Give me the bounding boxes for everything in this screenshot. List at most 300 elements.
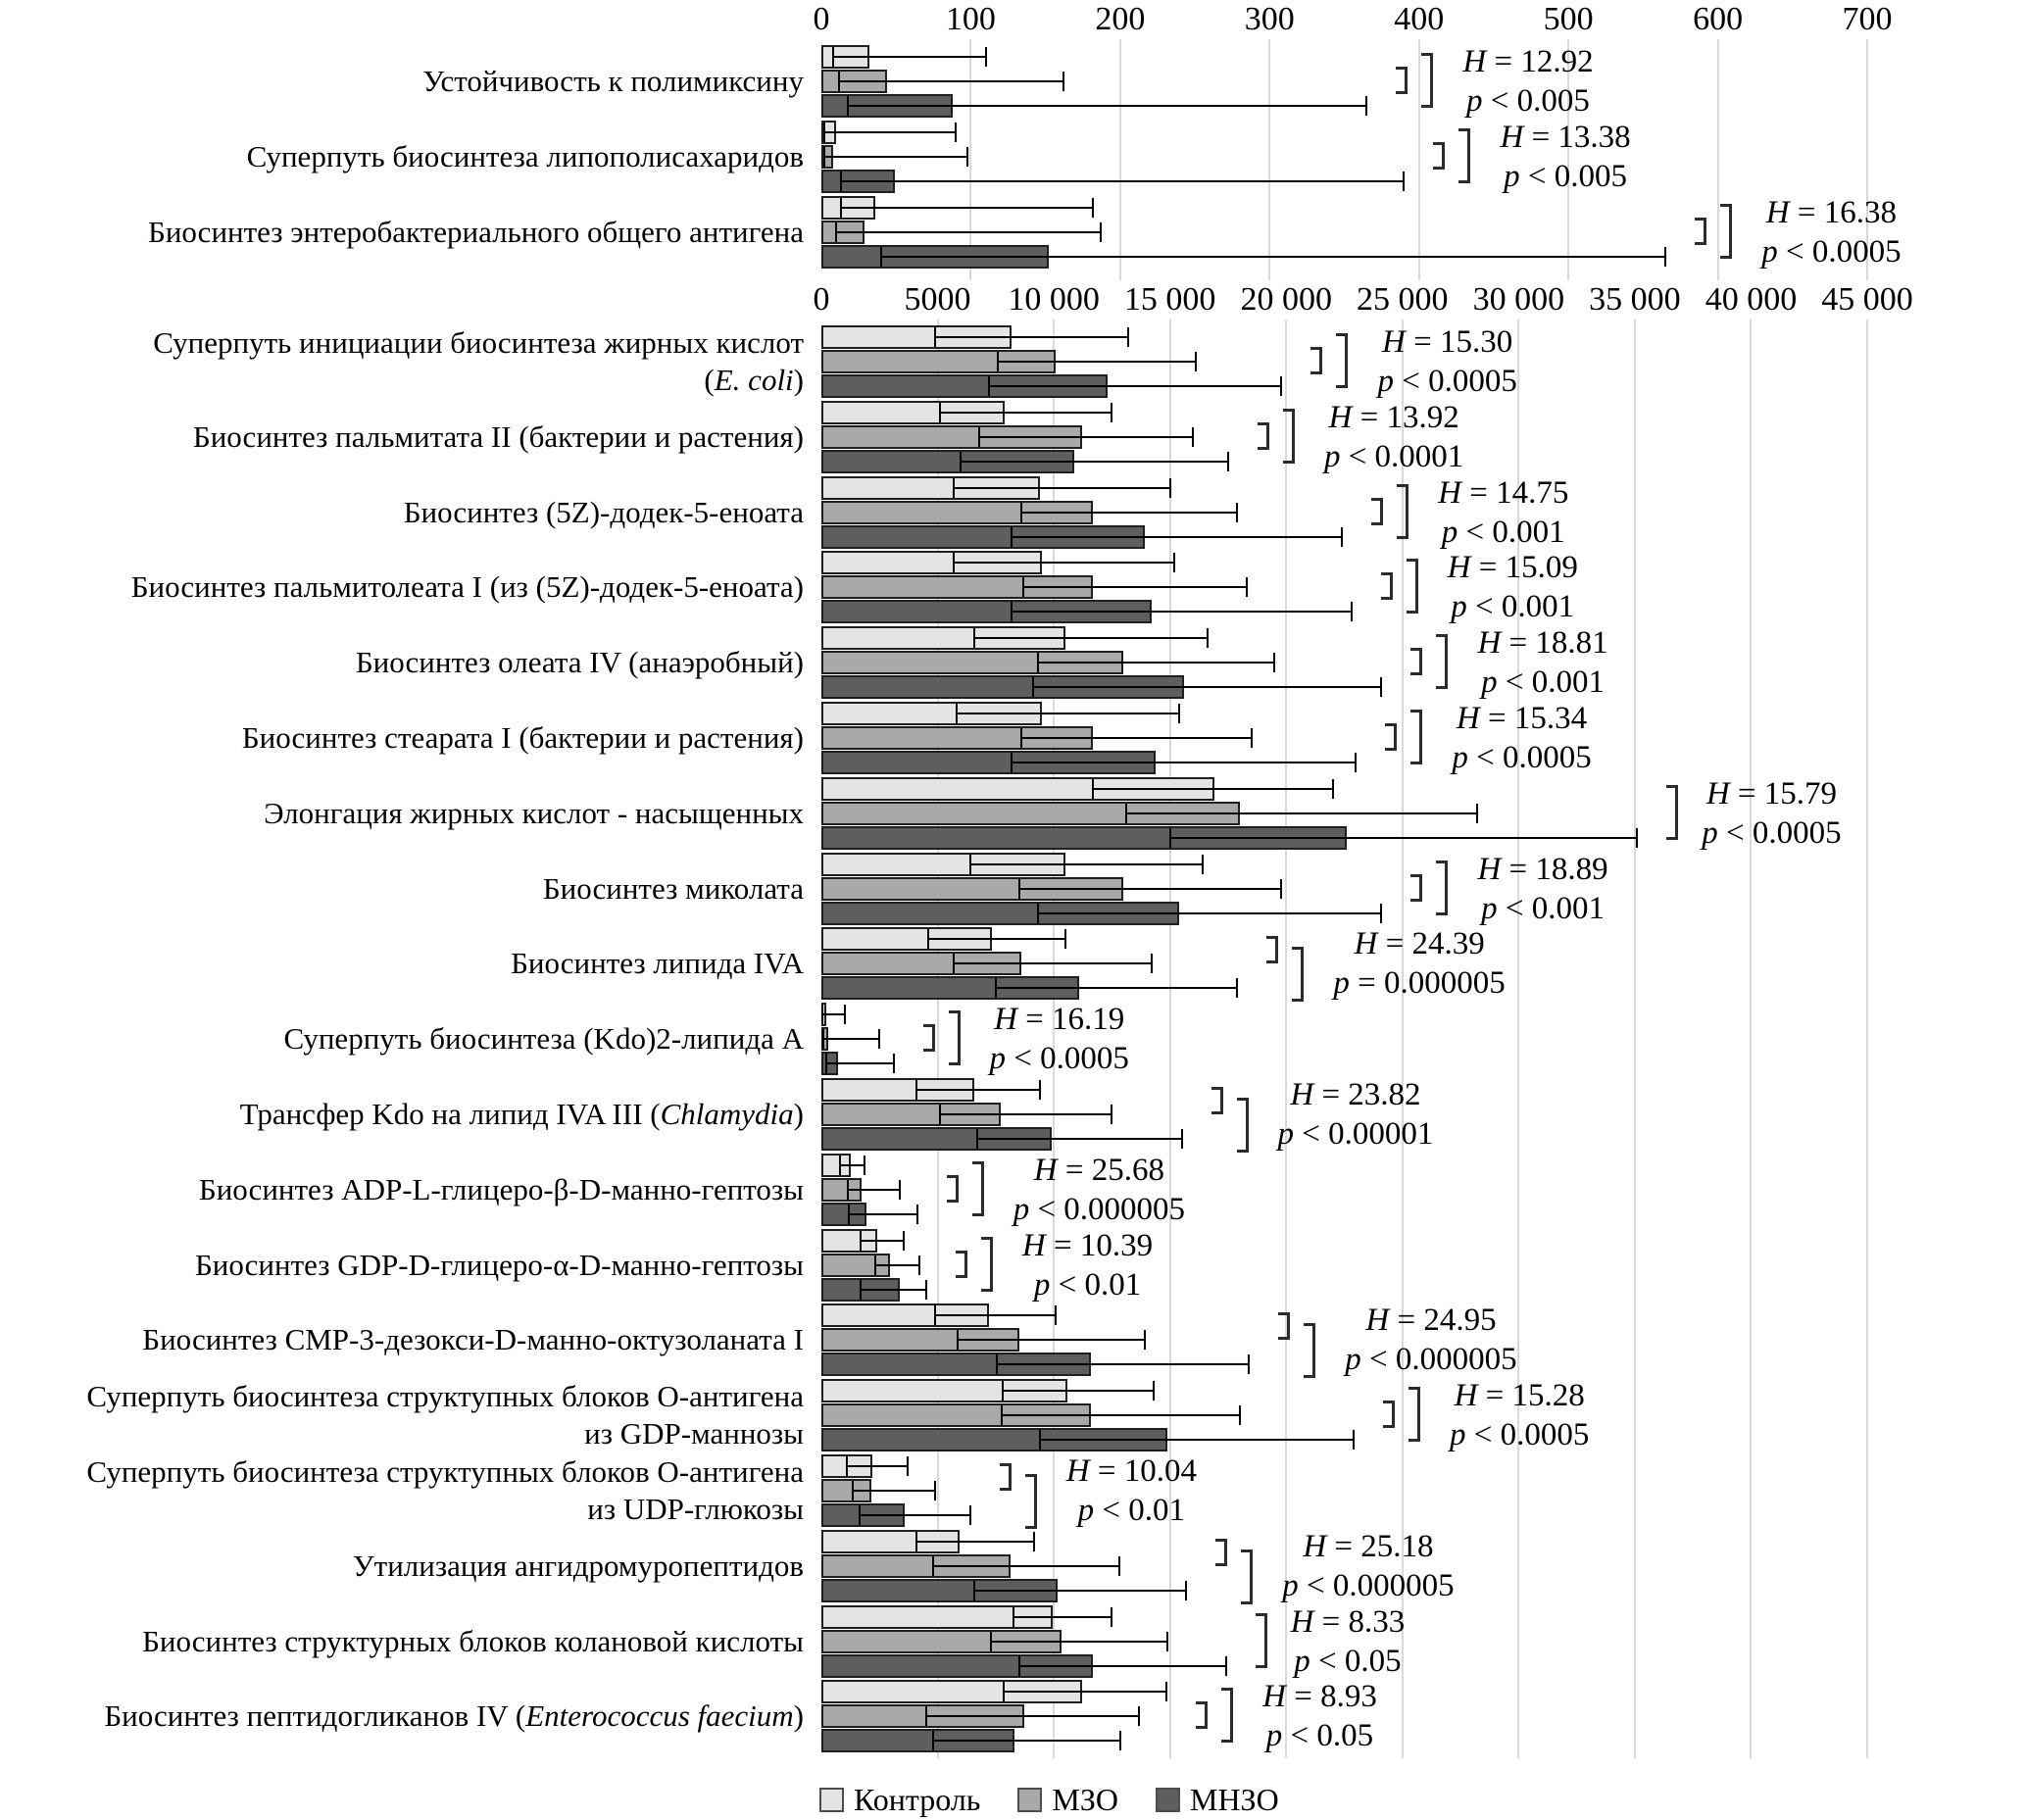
stat-bracket-large xyxy=(1221,1688,1233,1743)
category-label: Суперпуть инициации биосинтеза жирных кислот (E. coli) xyxy=(153,325,804,397)
error-cap-low xyxy=(969,855,971,874)
error-cap-high xyxy=(955,123,957,142)
stat-bracket-large xyxy=(1304,1323,1315,1378)
stat-annotation: H = 15.79 p < 0.0005 xyxy=(1702,775,1842,851)
axis-tick-label: 300 xyxy=(1244,1,1295,37)
error-line xyxy=(989,385,1282,387)
stat-annotation: H = 8.93 p < 0.05 xyxy=(1262,1679,1377,1754)
category-label: Биосинтез пептидогликанов IV (Enterococcus faecium) xyxy=(104,1698,804,1734)
legend-swatch-icon xyxy=(1156,1788,1180,1812)
error-line xyxy=(954,962,1152,964)
category-label: Биосинтез структурных блоков колановой кислоты xyxy=(142,1623,804,1658)
stat-bracket-small xyxy=(947,1175,959,1203)
stat-annotation: H = 15.28 p < 0.0005 xyxy=(1449,1378,1590,1453)
error-cap-low xyxy=(832,47,834,67)
error-line xyxy=(940,412,1112,414)
error-line xyxy=(823,1038,879,1040)
stat-bracket-large xyxy=(1283,409,1295,464)
stat-annotation: H = 25.68 p < 0.000005 xyxy=(1013,1152,1186,1227)
gridline xyxy=(1119,39,1121,280)
error-cap-high xyxy=(1236,503,1238,522)
error-cap-high xyxy=(969,1505,971,1525)
stat-annotation: H = 24.95 p < 0.000005 xyxy=(1345,1303,1517,1378)
error-cap-low xyxy=(1125,804,1127,823)
error-line xyxy=(935,1314,1056,1316)
stat-annotation: H = 23.82 p < 0.00001 xyxy=(1277,1077,1434,1152)
error-line xyxy=(1019,888,1282,890)
error-cap-low xyxy=(990,1632,992,1651)
error-cap-low xyxy=(953,478,955,498)
error-cap-high xyxy=(1111,1105,1112,1124)
axis-tick-label: 40 000 xyxy=(1705,281,1798,318)
axis-tick-label: 200 xyxy=(1095,1,1146,37)
error-cap-low xyxy=(823,147,825,167)
stat-annotation: H = 16.38 p < 0.0005 xyxy=(1761,195,1902,270)
error-cap-low xyxy=(1002,1381,1004,1401)
category-label: Трансфер Kdo на липид IVA III (Chlamydia) xyxy=(239,1097,804,1131)
error-cap-high xyxy=(966,147,968,167)
error-cap-low xyxy=(847,1180,849,1200)
legend-item-МНЗО xyxy=(1156,1782,1279,1818)
error-line xyxy=(935,336,1128,338)
error-cap-high xyxy=(1192,427,1194,447)
error-cap-high xyxy=(907,1456,909,1476)
error-line xyxy=(840,1164,865,1166)
error-line xyxy=(1021,737,1252,739)
error-cap-low xyxy=(927,929,929,949)
error-line xyxy=(958,1339,1145,1341)
error-cap-high xyxy=(1664,247,1666,267)
stat-bracket-small xyxy=(1000,1463,1012,1491)
error-cap-high xyxy=(1173,553,1175,572)
error-cap-low xyxy=(822,1029,824,1049)
error-cap-high xyxy=(1181,1129,1183,1149)
error-cap-low xyxy=(1022,577,1024,597)
stat-bracket-large xyxy=(1025,1474,1037,1529)
error-line xyxy=(848,105,1366,107)
error-cap-high xyxy=(1151,954,1153,973)
stat-bracket-large xyxy=(1408,1387,1420,1442)
error-cap-low xyxy=(997,352,999,371)
category-label: Суперпуть биосинтеза (Kdo)2-липида A xyxy=(283,1021,804,1057)
error-cap-high xyxy=(925,1280,927,1300)
legend xyxy=(819,1782,1279,1818)
error-cap-high xyxy=(1138,1706,1140,1726)
error-cap-high xyxy=(1380,677,1382,697)
error-line xyxy=(998,361,1196,363)
stat-bracket-large xyxy=(1397,484,1408,539)
axis-tick-label: 0 xyxy=(813,281,830,318)
stat-bracket-large xyxy=(981,1237,993,1292)
category-label: Биосинтез CMP-3-дезокси-D-манно-октузоланата I xyxy=(142,1322,804,1357)
category-label: Биосинтез миколата xyxy=(542,870,804,906)
stat-bracket-small xyxy=(923,1024,935,1052)
error-cap-low xyxy=(825,1054,827,1073)
error-cap-high xyxy=(1144,1330,1146,1350)
error-line xyxy=(1038,662,1275,664)
category-label: Биосинтез (5Z)-додек-5-еноата xyxy=(403,494,804,529)
category-label: Элонгация жирных кислот - насыщенных xyxy=(264,795,804,830)
error-cap-low xyxy=(932,1556,934,1576)
error-cap-low xyxy=(939,1105,941,1124)
stat-annotation: H = 13.38 p < 0.005 xyxy=(1500,120,1631,194)
error-line xyxy=(1002,1414,1240,1416)
stat-bracket-small xyxy=(1258,422,1269,450)
stat-annotation: H = 14.75 p < 0.001 xyxy=(1438,474,1569,550)
stat-bracket-large xyxy=(949,1010,961,1065)
error-cap-low xyxy=(1039,1430,1041,1450)
error-cap-low xyxy=(915,1532,917,1551)
gridline xyxy=(1750,320,1752,1758)
error-cap-low xyxy=(976,1129,978,1149)
error-cap-high xyxy=(1280,376,1282,396)
error-cap-low xyxy=(1018,1656,1020,1676)
error-line xyxy=(861,1240,904,1242)
stat-bracket-large xyxy=(1256,1613,1267,1668)
stat-annotation: H = 13.92 p < 0.0001 xyxy=(1323,399,1464,474)
error-cap-high xyxy=(1185,1581,1187,1600)
error-line xyxy=(916,1089,1040,1091)
error-line xyxy=(839,80,1063,82)
stat-bracket-large xyxy=(1336,333,1348,388)
error-cap-high xyxy=(1353,1430,1355,1450)
gridline xyxy=(1866,320,1868,1758)
axis-tick-label: 25 000 xyxy=(1357,281,1449,318)
error-cap-low xyxy=(996,1354,998,1374)
legend-swatch-icon xyxy=(819,1788,844,1812)
error-line xyxy=(841,180,1405,182)
error-line xyxy=(1012,762,1356,763)
error-cap-high xyxy=(903,1231,905,1251)
error-line xyxy=(847,1465,908,1467)
error-cap-low xyxy=(1011,753,1013,772)
stat-bracket-large xyxy=(972,1161,984,1216)
error-line xyxy=(979,436,1193,438)
category-label: Биосинтез липида IVA xyxy=(511,946,804,981)
stat-bracket-small xyxy=(1211,1087,1223,1114)
error-cap-high xyxy=(1476,804,1478,823)
error-cap-high xyxy=(1251,728,1253,748)
stat-annotation: H = 18.81 p < 0.001 xyxy=(1477,625,1608,701)
axis-tick-label: 700 xyxy=(1842,1,1893,37)
error-cap-low xyxy=(835,222,837,242)
error-line xyxy=(916,1541,1034,1543)
error-cap-high xyxy=(1064,929,1066,949)
stat-annotation: H = 15.34 p < 0.0005 xyxy=(1452,701,1592,775)
error-cap-high xyxy=(1227,452,1229,471)
error-cap-low xyxy=(995,978,997,998)
error-cap-high xyxy=(1246,577,1248,597)
category-label: Утилизация ангидромуропептидов xyxy=(352,1548,804,1583)
error-cap-low xyxy=(1092,779,1094,799)
category-label: Суперпуть биосинтеза липополисахаридов xyxy=(246,139,804,173)
error-cap-high xyxy=(985,47,987,67)
stat-bracket-small xyxy=(1278,1312,1290,1340)
stat-bracket-large xyxy=(1436,861,1448,915)
stat-annotation: H = 24.39 p = 0.000005 xyxy=(1333,926,1506,1002)
stat-bracket-small xyxy=(1385,723,1397,751)
error-line xyxy=(1126,812,1477,814)
error-cap-low xyxy=(978,427,980,447)
error-line xyxy=(1038,912,1382,914)
error-cap-high xyxy=(844,1005,846,1024)
error-line xyxy=(970,863,1203,865)
stat-annotation: H = 18.89 p < 0.001 xyxy=(1477,851,1608,926)
error-line xyxy=(1013,1616,1112,1618)
error-cap-high xyxy=(1165,1682,1167,1701)
error-line xyxy=(933,1740,1120,1742)
error-cap-high xyxy=(1033,1532,1035,1551)
error-cap-low xyxy=(840,172,842,191)
error-cap-high xyxy=(1111,1607,1112,1627)
error-cap-low xyxy=(1032,677,1034,697)
stat-bracket-large xyxy=(1237,1098,1249,1153)
category-label: Биосинтез пальмитата II (бактерии и растения) xyxy=(192,418,804,454)
error-line xyxy=(1170,837,1638,839)
axis-tick-label: 20 000 xyxy=(1240,281,1332,318)
error-cap-low xyxy=(956,704,958,723)
error-line xyxy=(881,256,1665,258)
error-cap-low xyxy=(953,954,955,973)
stat-bracket-large xyxy=(1436,634,1448,689)
error-cap-low xyxy=(973,1581,975,1600)
error-cap-high xyxy=(1239,1405,1241,1425)
stat-bracket-small xyxy=(1215,1539,1227,1566)
error-cap-high xyxy=(1153,1381,1155,1401)
error-cap-low xyxy=(957,1330,959,1350)
axis-tick-label: 100 xyxy=(945,1,996,37)
error-cap-high xyxy=(1636,828,1638,848)
stat-bracket-small xyxy=(1383,1401,1395,1428)
gridline xyxy=(1634,320,1636,1758)
error-cap-high xyxy=(1380,904,1382,923)
error-cap-high xyxy=(1225,1656,1227,1676)
legend-swatch-icon xyxy=(1017,1788,1042,1812)
error-line xyxy=(977,1138,1182,1140)
stat-bracket-small xyxy=(1396,67,1408,94)
error-cap-low xyxy=(915,1080,917,1100)
error-line xyxy=(833,56,985,58)
error-cap-high xyxy=(1055,1305,1057,1325)
stat-bracket-small xyxy=(956,1251,967,1278)
axis-tick-label: 15 000 xyxy=(1123,281,1216,318)
error-cap-low xyxy=(860,1231,862,1251)
error-line xyxy=(954,562,1174,564)
error-line xyxy=(1012,611,1351,613)
stat-bracket-large xyxy=(1410,710,1422,764)
error-line xyxy=(1040,1439,1354,1441)
error-cap-low xyxy=(839,1156,841,1175)
error-cap-low xyxy=(847,96,849,116)
error-cap-low xyxy=(953,553,955,572)
axis-tick-label: 0 xyxy=(813,1,830,37)
error-cap-high xyxy=(864,1156,865,1175)
error-line xyxy=(974,1590,1186,1592)
error-line xyxy=(928,938,1065,940)
error-cap-high xyxy=(1248,1354,1250,1374)
error-line xyxy=(849,1213,916,1215)
error-cap-high xyxy=(1236,978,1238,998)
error-cap-low xyxy=(852,1481,854,1500)
stat-bracket-large xyxy=(1292,947,1304,1002)
error-line xyxy=(824,156,967,158)
stat-annotation: H = 10.39 p < 0.01 xyxy=(1021,1227,1154,1303)
error-cap-high xyxy=(916,1205,918,1224)
stat-bracket-large xyxy=(1407,559,1418,614)
stat-bracket-small xyxy=(1371,498,1383,525)
error-cap-low xyxy=(838,72,840,91)
error-line xyxy=(991,1641,1167,1643)
error-cap-high xyxy=(1169,478,1171,498)
error-line xyxy=(1023,586,1247,588)
error-line xyxy=(824,131,956,133)
stat-annotation: H = 15.09 p < 0.001 xyxy=(1447,550,1578,625)
error-cap-high xyxy=(893,1054,895,1073)
category-label: Биосинтез GDP-D-глицеро-α-D-манно-гептозы xyxy=(194,1247,804,1282)
error-cap-high xyxy=(899,1180,901,1200)
error-line xyxy=(996,987,1238,989)
error-cap-high xyxy=(1351,602,1353,621)
stat-annotation: H = 8.33 p < 0.05 xyxy=(1290,1603,1406,1679)
error-cap-high xyxy=(1100,222,1102,242)
error-cap-high xyxy=(1178,704,1180,723)
error-cap-high xyxy=(1119,1731,1121,1750)
stat-bracket-large xyxy=(1458,128,1470,183)
error-line xyxy=(841,207,1094,209)
stat-bracket-small xyxy=(1266,936,1278,963)
error-cap-high xyxy=(1039,1080,1041,1100)
error-line xyxy=(940,1113,1112,1115)
error-cap-low xyxy=(846,1456,848,1476)
stat-bracket-large xyxy=(1421,53,1433,108)
error-line xyxy=(961,461,1228,463)
error-cap-low xyxy=(1003,1682,1005,1701)
error-line xyxy=(848,1189,900,1191)
axis-tick-label: 10 000 xyxy=(1008,281,1100,318)
stat-bracket-small xyxy=(1381,572,1393,600)
error-cap-low xyxy=(1037,904,1039,923)
category-label: Биосинтез ADP-L-глицеро-β-D-манно-гептозы xyxy=(198,1171,804,1206)
error-cap-high xyxy=(1195,352,1197,371)
category-label: Суперпуть биосинтеза структупных блоков O-антигена из GDP-маннозы xyxy=(86,1379,804,1451)
error-line xyxy=(860,1514,970,1516)
error-cap-high xyxy=(878,1029,880,1049)
gridline xyxy=(1717,39,1719,280)
category-label: Устойчивость к полимиксину xyxy=(422,64,804,98)
axis-tick-label: 600 xyxy=(1693,1,1744,37)
stat-bracket-small xyxy=(1433,142,1445,170)
stat-bracket-small xyxy=(1695,218,1706,245)
error-cap-low xyxy=(823,123,825,142)
error-cap-high xyxy=(1092,198,1094,218)
error-cap-low xyxy=(859,1505,861,1525)
stat-annotation: H = 15.30 p < 0.0005 xyxy=(1377,324,1517,399)
error-cap-low xyxy=(934,1305,936,1325)
error-cap-high xyxy=(1403,172,1405,191)
axis-tick-label: 30 000 xyxy=(1472,281,1565,318)
error-line xyxy=(836,231,1101,233)
error-cap-low xyxy=(1020,728,1022,748)
error-cap-low xyxy=(1018,879,1020,899)
error-line xyxy=(1021,512,1238,514)
error-line xyxy=(933,1565,1119,1567)
error-cap-low xyxy=(1011,527,1013,547)
error-cap-low xyxy=(1001,1405,1003,1425)
category-label: Биосинтез энтеробактериального общего антигена xyxy=(148,215,804,249)
gridline xyxy=(1268,39,1270,280)
legend-label: Контроль xyxy=(854,1782,981,1817)
error-cap-high xyxy=(934,1481,936,1500)
stat-bracket-small xyxy=(1310,347,1322,374)
error-line xyxy=(997,1363,1249,1365)
axis-tick-label: 45 000 xyxy=(1821,281,1913,318)
axis-tick-label: 400 xyxy=(1394,1,1445,37)
stat-bracket-small xyxy=(1410,874,1422,902)
stat-annotation: H = 10.04 p < 0.01 xyxy=(1065,1453,1197,1528)
legend-item-Контроль xyxy=(819,1782,980,1818)
error-cap-low xyxy=(932,1731,934,1750)
error-cap-low xyxy=(973,628,975,648)
error-line xyxy=(1019,1665,1226,1667)
error-cap-low xyxy=(1169,828,1171,848)
error-cap-low xyxy=(939,403,941,422)
category-label: Биосинтез олеата IV (анаэробный) xyxy=(355,645,804,680)
axis-tick-label: 5000 xyxy=(904,281,971,318)
error-cap-high xyxy=(1127,327,1129,347)
error-cap-high xyxy=(1062,72,1064,91)
error-cap-low xyxy=(848,1205,850,1224)
axis-tick-label: 500 xyxy=(1543,1,1594,37)
stat-bracket-large xyxy=(1241,1549,1253,1604)
error-cap-low xyxy=(1013,1607,1014,1627)
error-cap-low xyxy=(988,376,990,396)
error-cap-low xyxy=(1037,653,1039,672)
error-cap-high xyxy=(1273,653,1275,672)
error-line xyxy=(1033,686,1382,688)
error-cap-low xyxy=(934,327,936,347)
legend-item-МЗО xyxy=(1017,1782,1118,1818)
error-cap-low xyxy=(1020,503,1022,522)
error-line xyxy=(926,1715,1139,1717)
legend-label: МНЗО xyxy=(1189,1782,1279,1817)
error-line xyxy=(875,1264,918,1266)
error-line xyxy=(957,713,1180,714)
category-label: Биосинтез стеарата I (бактерии и растения) xyxy=(241,720,804,755)
legend-label: МЗО xyxy=(1052,1782,1118,1817)
stat-annotation: H = 16.19 p < 0.0005 xyxy=(989,1002,1129,1077)
error-line xyxy=(861,1289,926,1291)
error-cap-high xyxy=(1118,1556,1120,1576)
category-label: Суперпуть биосинтеза структупных блоков O-антигена из UDP-глюкозы xyxy=(86,1454,804,1526)
error-cap-high xyxy=(1365,96,1367,116)
error-line xyxy=(1004,1691,1166,1693)
error-line xyxy=(1003,1390,1154,1392)
category-label: Биосинтез пальмитолеата I (из (5Z)-додек-5-еноата) xyxy=(130,569,804,605)
error-cap-low xyxy=(880,247,882,267)
error-line xyxy=(1012,536,1342,538)
error-cap-low xyxy=(874,1255,876,1275)
stat-bracket-large xyxy=(1720,204,1732,259)
error-line xyxy=(954,487,1170,489)
error-cap-high xyxy=(1355,753,1357,772)
error-cap-low xyxy=(860,1280,862,1300)
error-cap-low xyxy=(960,452,962,471)
error-cap-low xyxy=(1011,602,1013,621)
error-line xyxy=(826,1062,894,1064)
error-cap-high xyxy=(1202,855,1204,874)
error-cap-low xyxy=(925,1706,927,1726)
stat-bracket-large xyxy=(1666,785,1678,840)
